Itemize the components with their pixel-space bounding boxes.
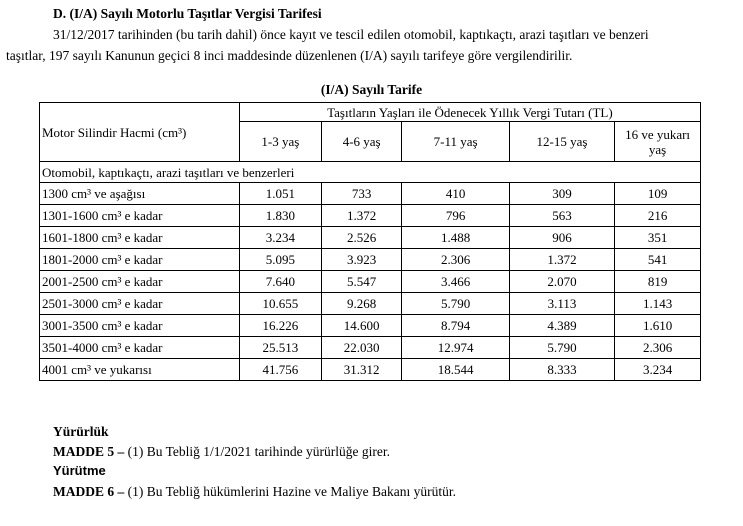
tariff-table bbox=[39, 102, 701, 381]
cell-value: 563 bbox=[509, 205, 614, 227]
cell-value: 5.790 bbox=[402, 293, 510, 315]
age-group-header: Taşıtların Yaşları ile Ödenecek Yıllık Vergi Tutarı (TL) bbox=[239, 103, 700, 122]
row-label: 1801-2000 cm³ e kadar bbox=[40, 249, 240, 271]
cell-value: 22.030 bbox=[322, 337, 402, 359]
cell-value: 5.790 bbox=[509, 337, 614, 359]
row-label: 3501-4000 cm³ e kadar bbox=[40, 337, 240, 359]
cell-value: 796 bbox=[402, 205, 510, 227]
yurutme-heading: Yürütme bbox=[53, 463, 106, 478]
cell-value: 16.226 bbox=[239, 315, 321, 337]
cell-value: 14.600 bbox=[322, 315, 402, 337]
cell-value: 3.113 bbox=[509, 293, 614, 315]
cell-value: 216 bbox=[615, 205, 701, 227]
cell-value: 1.830 bbox=[239, 205, 321, 227]
cell-value: 5.547 bbox=[322, 271, 402, 293]
cell-value: 733 bbox=[322, 183, 402, 205]
table-row bbox=[40, 315, 701, 337]
cell-value: 5.095 bbox=[239, 249, 321, 271]
cell-value: 31.312 bbox=[322, 359, 402, 381]
document-heading: D. (I/A) Sayılı Motorlu Taşıtlar Vergisi Tarifesi bbox=[53, 6, 322, 21]
category-row bbox=[40, 162, 701, 183]
table-row bbox=[40, 293, 701, 315]
age-header-3: 7-11 yaş bbox=[402, 122, 510, 162]
cell-value: 2.306 bbox=[615, 337, 701, 359]
cell-value: 1.372 bbox=[509, 249, 614, 271]
cell-value: 2.526 bbox=[322, 227, 402, 249]
cell-value: 906 bbox=[509, 227, 614, 249]
age-header-4: 12-15 yaş bbox=[509, 122, 614, 162]
cell-value: 3.234 bbox=[615, 359, 701, 381]
cell-value: 8.794 bbox=[402, 315, 510, 337]
cell-value: 541 bbox=[615, 249, 701, 271]
row-label: 2001-2500 cm³ e kadar bbox=[40, 271, 240, 293]
cell-value: 351 bbox=[615, 227, 701, 249]
table-row bbox=[40, 249, 701, 271]
category-label: Otomobil, kaptıkaçtı, arazi taşıtları ve benzerleri bbox=[40, 162, 701, 183]
cell-value: 309 bbox=[509, 183, 614, 205]
cell-value: 3.234 bbox=[239, 227, 321, 249]
row-label: 2501-3000 cm³ e kadar bbox=[40, 293, 240, 315]
cell-value: 1.610 bbox=[615, 315, 701, 337]
cell-value: 4.389 bbox=[509, 315, 614, 337]
cell-value: 3.923 bbox=[322, 249, 402, 271]
age-header-2: 4-6 yaş bbox=[322, 122, 402, 162]
table-header-row bbox=[40, 103, 701, 122]
table-row bbox=[40, 359, 701, 381]
madde6-label: MADDE 6 – bbox=[53, 484, 125, 499]
cell-value: 1.051 bbox=[239, 183, 321, 205]
row-label: 4001 cm³ ve yukarısı bbox=[40, 359, 240, 381]
table-row bbox=[40, 183, 701, 205]
yururluk-heading: Yürürlük bbox=[53, 424, 109, 439]
cell-value: 41.756 bbox=[239, 359, 321, 381]
age-header-5: 16 ve yukarı yaş bbox=[615, 122, 701, 162]
row-label: 1300 cm³ ve aşağısı bbox=[40, 183, 240, 205]
cell-value: 7.640 bbox=[239, 271, 321, 293]
cell-value: 10.655 bbox=[239, 293, 321, 315]
table-row bbox=[40, 227, 701, 249]
cell-value: 3.466 bbox=[402, 271, 510, 293]
cell-value: 8.333 bbox=[509, 359, 614, 381]
cell-value: 2.070 bbox=[509, 271, 614, 293]
intro-paragraph-line2: taşıtlar, 197 sayılı Kanunun geçici 8 inci maddesinde düzenlenen (I/A) sayılı tarifeye göre vergilendirilir. bbox=[6, 48, 573, 63]
cell-value: 18.544 bbox=[402, 359, 510, 381]
row-label: 3001-3500 cm³ e kadar bbox=[40, 315, 240, 337]
table-row bbox=[40, 271, 701, 293]
madde6-text: (1) Bu Tebliğ hükümlerini Hazine ve Maliye Bakanı yürütür. bbox=[124, 484, 456, 499]
madde5-text: (1) Bu Tebliğ 1/1/2021 tarihinde yürürlüğe girer. bbox=[124, 444, 391, 459]
cell-value: 12.974 bbox=[402, 337, 510, 359]
table-title: (I/A) Sayılı Tarife bbox=[320, 82, 423, 97]
row-label: 1301-1600 cm³ e kadar bbox=[40, 205, 240, 227]
cell-value: 410 bbox=[402, 183, 510, 205]
row-label: 1601-1800 cm³ e kadar bbox=[40, 227, 240, 249]
cell-value: 819 bbox=[615, 271, 701, 293]
intro-paragraph-line1: 31/12/2017 tarihinden (bu tarih dahil) önce kayıt ve tescil edilen otomobil, kaptıkaçtı, arazi taşıtları ve benzeri bbox=[53, 27, 649, 42]
cell-value: 1.488 bbox=[402, 227, 510, 249]
cell-value: 2.306 bbox=[402, 249, 510, 271]
madde5-label: MADDE 5 – bbox=[53, 444, 125, 459]
table-row bbox=[40, 337, 701, 359]
madde5-paragraph bbox=[53, 444, 390, 460]
table-row bbox=[40, 205, 701, 227]
motor-volume-header: Motor Silindir Hacmi (cm³) bbox=[40, 103, 240, 162]
age-header-1: 1-3 yaş bbox=[239, 122, 321, 162]
cell-value: 9.268 bbox=[322, 293, 402, 315]
cell-value: 109 bbox=[615, 183, 701, 205]
madde6-paragraph bbox=[53, 484, 456, 500]
cell-value: 1.143 bbox=[615, 293, 701, 315]
cell-value: 25.513 bbox=[239, 337, 321, 359]
cell-value: 1.372 bbox=[322, 205, 402, 227]
